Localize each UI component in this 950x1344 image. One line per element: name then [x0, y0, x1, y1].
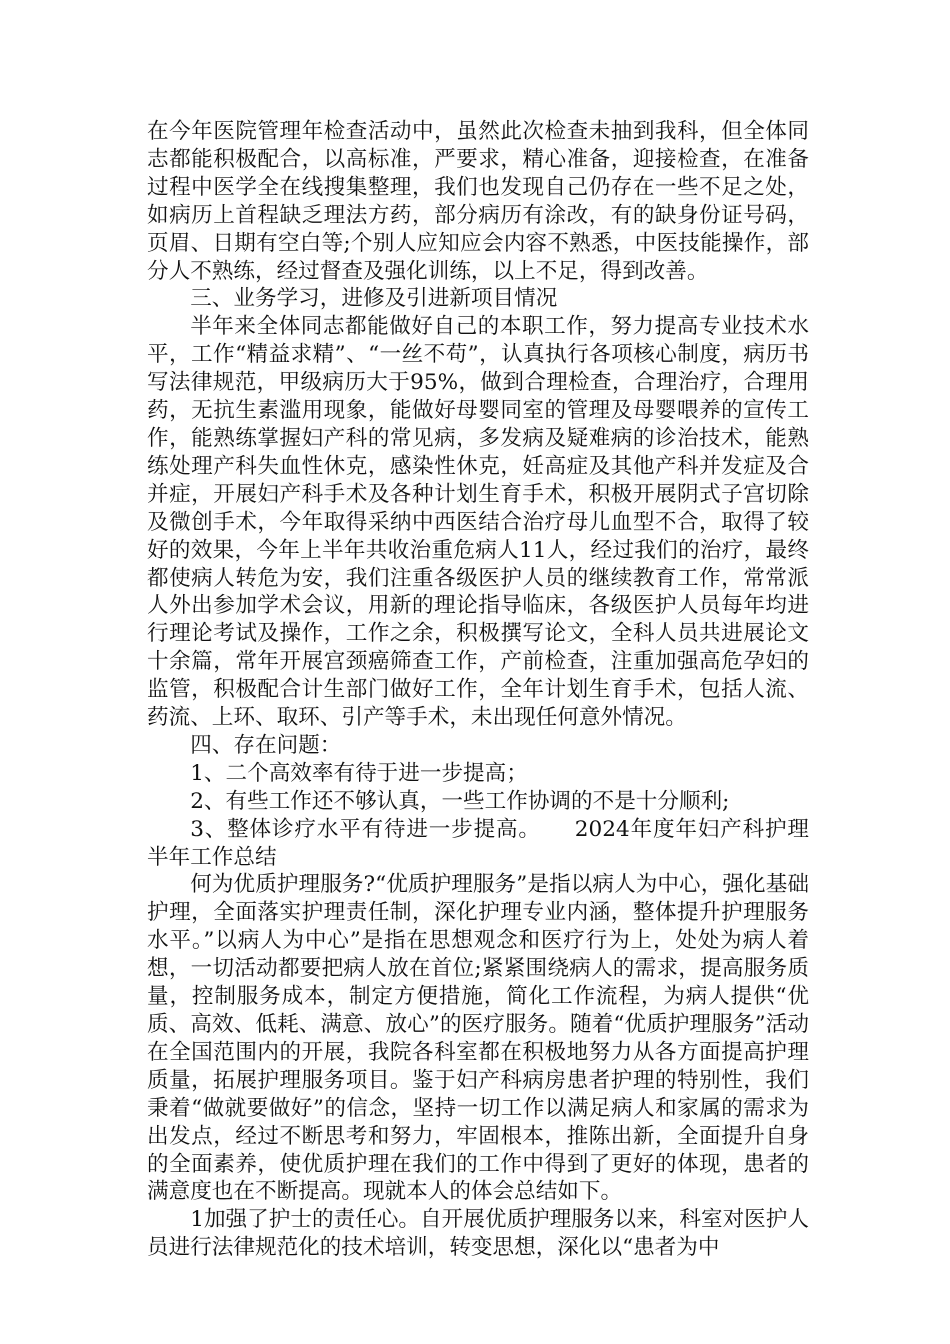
- problem-item-2: 2、有些工作还不够认真，一些工作协调的不是十分顺利;: [190, 788, 730, 814]
- document-body: [147, 118, 809, 1262]
- heading-study-training: 三、业务学习，进修及引进新项目情况: [190, 286, 558, 312]
- problem-item-3-and-title: 3、整体诊疗水平有待进一步提高。 2024年度年妇产科护理半年工作总结: [147, 816, 809, 870]
- paragraph-exam-activity: 在今年医院管理年检查活动中，虽然此次检查未抽到我科，但全体同志都能积极配合，以高标准，严要求，精心准备，迎接检查，在准备过程中医学全在线搜集整理，我们也发现自己仍存在一些不足之处，如病历上首程缺乏理法方药，部分病历有涂改，有的缺身份证号码，页眉、日期有空白等;个别人应知应会内容不熟悉，中医技能操作，部分人不熟练，经过督查及强化训练，以上不足，得到改善。: [147, 119, 809, 284]
- heading-existing-problems: 四、存在问题：: [190, 732, 342, 758]
- paragraph-work-summary: 半年来全体同志都能做好自己的本职工作，努力提高专业技术水平，工作“精益求精”、“一丝不苟”，认真执行各项核心制度，病历书写法律规范，甲级病历大于95%，做到合理检查，合理治疗，合理用药，无抗生素滥用现象，能做好母婴同室的管理及母婴喂养的宣传工作，能熟练掌握妇产科的常见病，多发病及疑难病的诊治技术，能熟练处理产科失血性休克，感染性休克，妊高症及其他产科并发症及合并症，开展妇产科手术及各种计划生育手术，积极开展阴式子宫切除及微创手术，今年取得采纳中西医结合治疗母儿血型不合，取得了较好的效果，今年上半年共收治重危病人11人，经过我们的治疗，最终都使病人转危为安，我们注重各级医护人员的继续教育工作，常常派人外出参加学术会议，用新的理论指导临床，各级医护人员每年均进行理论考试及操作，工作之余，积极撰写论文，全科人员共进展论文十余篇，常年开展宫颈癌筛查工作，产前检查，注重加强高危孕妇的监管，积极配合计生部门做好工作，全年计划生育手术，包括人流、药流、上环、取环、引产等手术，未出现任何意外情况。: [147, 314, 809, 731]
- paragraph-quality-nursing: 何为优质护理服务?“优质护理服务”是指以病人为中心，强化基础护理，全面落实护理责任制，深化护理专业内涵，整体提升护理服务水平。”以病人为中心”是指在思想观念和医疗行为上，处处为病人着想，一切活动都要把病人放在首位;紧紧围绕病人的需求，提高服务质量，控制服务成本，制定方便措施，简化工作流程，为病人提供“优质、高效、低耗、满意、放心”的医疗服务。随着“优质护理服务”活动在全国范围内的开展，我院各科室都在积极地努力从各方面提高护理质量，拓展护理服务项目。鉴于妇产科病房患者护理的特别性，我们秉着“做就要做好”的信念，坚持一切工作以满足病人和家属的需求为出发点，经过不断思考和努力，牢固根本，推陈出新，全面提升自身的全面素养，使优质护理在我们的工作中得到了更好的体现，患者的满意度也在不断提高。现就本人的体会总结如下。: [147, 872, 809, 1205]
- problem-item-1: 1、二个高效率有待于进一步提高；: [190, 760, 528, 786]
- paragraph-responsibility: 1加强了护士的责任心。自开展优质护理服务以来，科室对医护人员进行法律规范化的技术培训，转变思想，深化以“患者为中: [147, 1207, 809, 1261]
